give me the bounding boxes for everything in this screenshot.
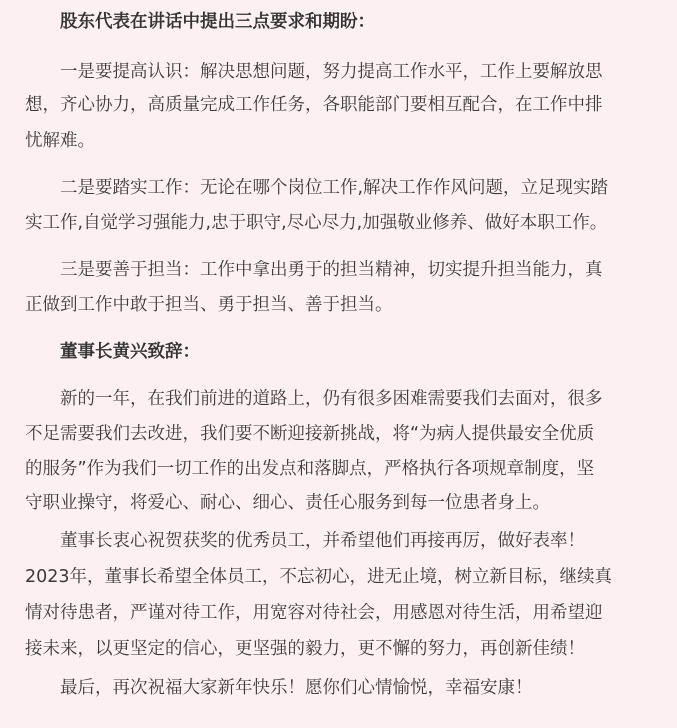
paragraph-line: 守职业操守，将爱心、耐心、细心、责任心服务到每一位患者身上。 <box>25 493 550 513</box>
section-heading-chairman: 董事长黄兴致辞： <box>60 342 200 362</box>
paragraph-line: 2023年，董事长希望全体员工，不忘初心，进无止境，树立新目标，继续真 <box>25 567 613 587</box>
paragraph-line: 董事长衷心祝贺获奖的优秀员工，并希望他们再接再厉，做好表率！ <box>60 531 585 551</box>
paragraph-line: 忧解难。 <box>25 131 95 151</box>
paragraph-line: 最后，再次祝福大家新年快乐！愿你们心情愉悦，幸福安康！ <box>60 678 533 698</box>
paragraph-line: 新的一年，在我们前进的道路上，仍有很多困难需要我们去面对，很多 <box>60 389 603 409</box>
paragraph-line: 不足需要我们去改进，我们要不断迎接新挑战，将“为病人提供最安全优质 <box>25 424 595 444</box>
paragraph-line: 的服务”作为我们一切工作的出发点和落脚点，严格执行各项规章制度，坚 <box>25 459 595 479</box>
paragraph-line: 实工作,自觉学习强能力,忠于职守,尽心尽力,加强敬业修养、做好本职工作。 <box>25 213 608 233</box>
section-heading-shareholder: 股东代表在讲话中提出三点要求和期盼： <box>60 12 375 32</box>
paragraph-line: 接未来，以更坚定的信心，更坚强的毅力，更不懈的努力，再创新佳绩！ <box>25 639 585 659</box>
paragraph-line: 想，齐心协力，高质量完成工作任务，各职能部门要相互配合，在工作中排 <box>25 95 603 115</box>
paragraph-line: 三是要善于担当：工作中拿出勇于的担当精神，切实提升担当能力，真 <box>60 260 603 280</box>
paragraph-line: 二是要踏实工作：无论在哪个岗位工作,解决工作作风问题，立足现实踏 <box>60 178 609 198</box>
paragraph-line: 情对待患者，严谨对待工作，用宽容对待社会，用感恩对待生活，用希望迎 <box>25 603 603 623</box>
paragraph-line: 正做到工作中敢于担当、勇于担当、善于担当。 <box>25 295 393 315</box>
paragraph-line: 一是要提高认识：解决思想问题，努力提高工作水平，工作上要解放思 <box>60 62 603 82</box>
